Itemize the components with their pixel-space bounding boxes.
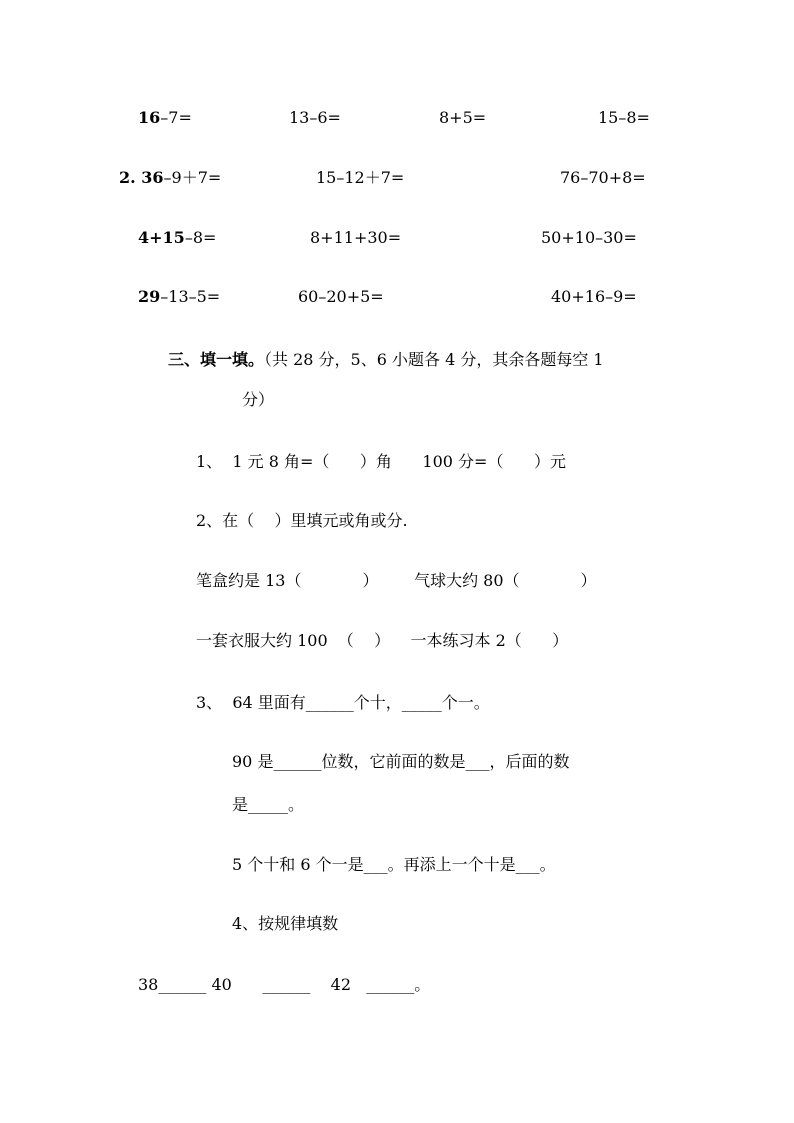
calc-1-4: 15–8=: [598, 108, 650, 127]
calc-1-3: 8+5=: [439, 108, 487, 127]
calc-3-1-bold: 4+15: [138, 228, 185, 247]
section-3-heading: [168, 350, 604, 370]
question-4-sequence: 38______ 40 ______ 42 ______。: [138, 975, 431, 994]
question-2-line-2: 一套衣服大约 100 （ ） 一本练习本 2（ ）: [196, 631, 569, 650]
calc-1-2: 13–6=: [289, 108, 341, 127]
calc-2-3: 76–70+8=: [560, 168, 646, 187]
question-3-line-2: 90 是______位数，它前面的数是___，后面的数: [232, 752, 570, 771]
question-3-line-3: 是_____。: [232, 795, 305, 814]
section-3-note-cont: 分）: [242, 390, 275, 409]
calc-4-2: 60–20+5=: [298, 287, 384, 306]
calc-1-1-rest: –7=: [160, 108, 192, 127]
calc-3-1-rest: –8=: [184, 228, 217, 247]
calc-4-1: [138, 287, 220, 307]
calc-1-1-bold: 16: [138, 108, 161, 127]
calc-2-1-bold: 2. 36: [119, 168, 164, 187]
question-4-title: 4、按规律填数: [232, 914, 339, 933]
question-2-title: 2、在（ ）里填元或角或分.: [196, 511, 408, 530]
calc-3-2: 8+11+30=: [310, 228, 402, 247]
question-2-line-1: 笔盒约是 13（ ） 气球大约 80（ ）: [196, 571, 597, 590]
calc-4-3: 40+16–9=: [551, 287, 637, 306]
calc-3-3: 50+10–30=: [541, 228, 637, 247]
question-3-line-1: 3、 64 里面有______个十，_____个一。: [196, 693, 490, 712]
question-1: 1、 1 元 8 角=（ ）角 100 分=（ ）元: [196, 452, 566, 471]
calc-4-1-rest: –13–5=: [160, 287, 221, 306]
calc-4-1-bold: 29: [138, 287, 161, 306]
calc-2-1: [119, 168, 221, 188]
calc-2-2: 15–12＋7=: [316, 168, 405, 187]
section-3-title: 三、填一填。: [168, 350, 265, 369]
calc-3-1: [138, 228, 216, 248]
question-3-line-4: 5 个十和 6 个一是___。再添上一个十是___。: [232, 855, 556, 874]
calc-2-1-rest: –9＋7=: [163, 168, 222, 187]
section-3-note: （共 28 分，5、6 小题各 4 分，其余各题每空 1: [264, 350, 604, 369]
calc-1-1: [138, 108, 192, 128]
